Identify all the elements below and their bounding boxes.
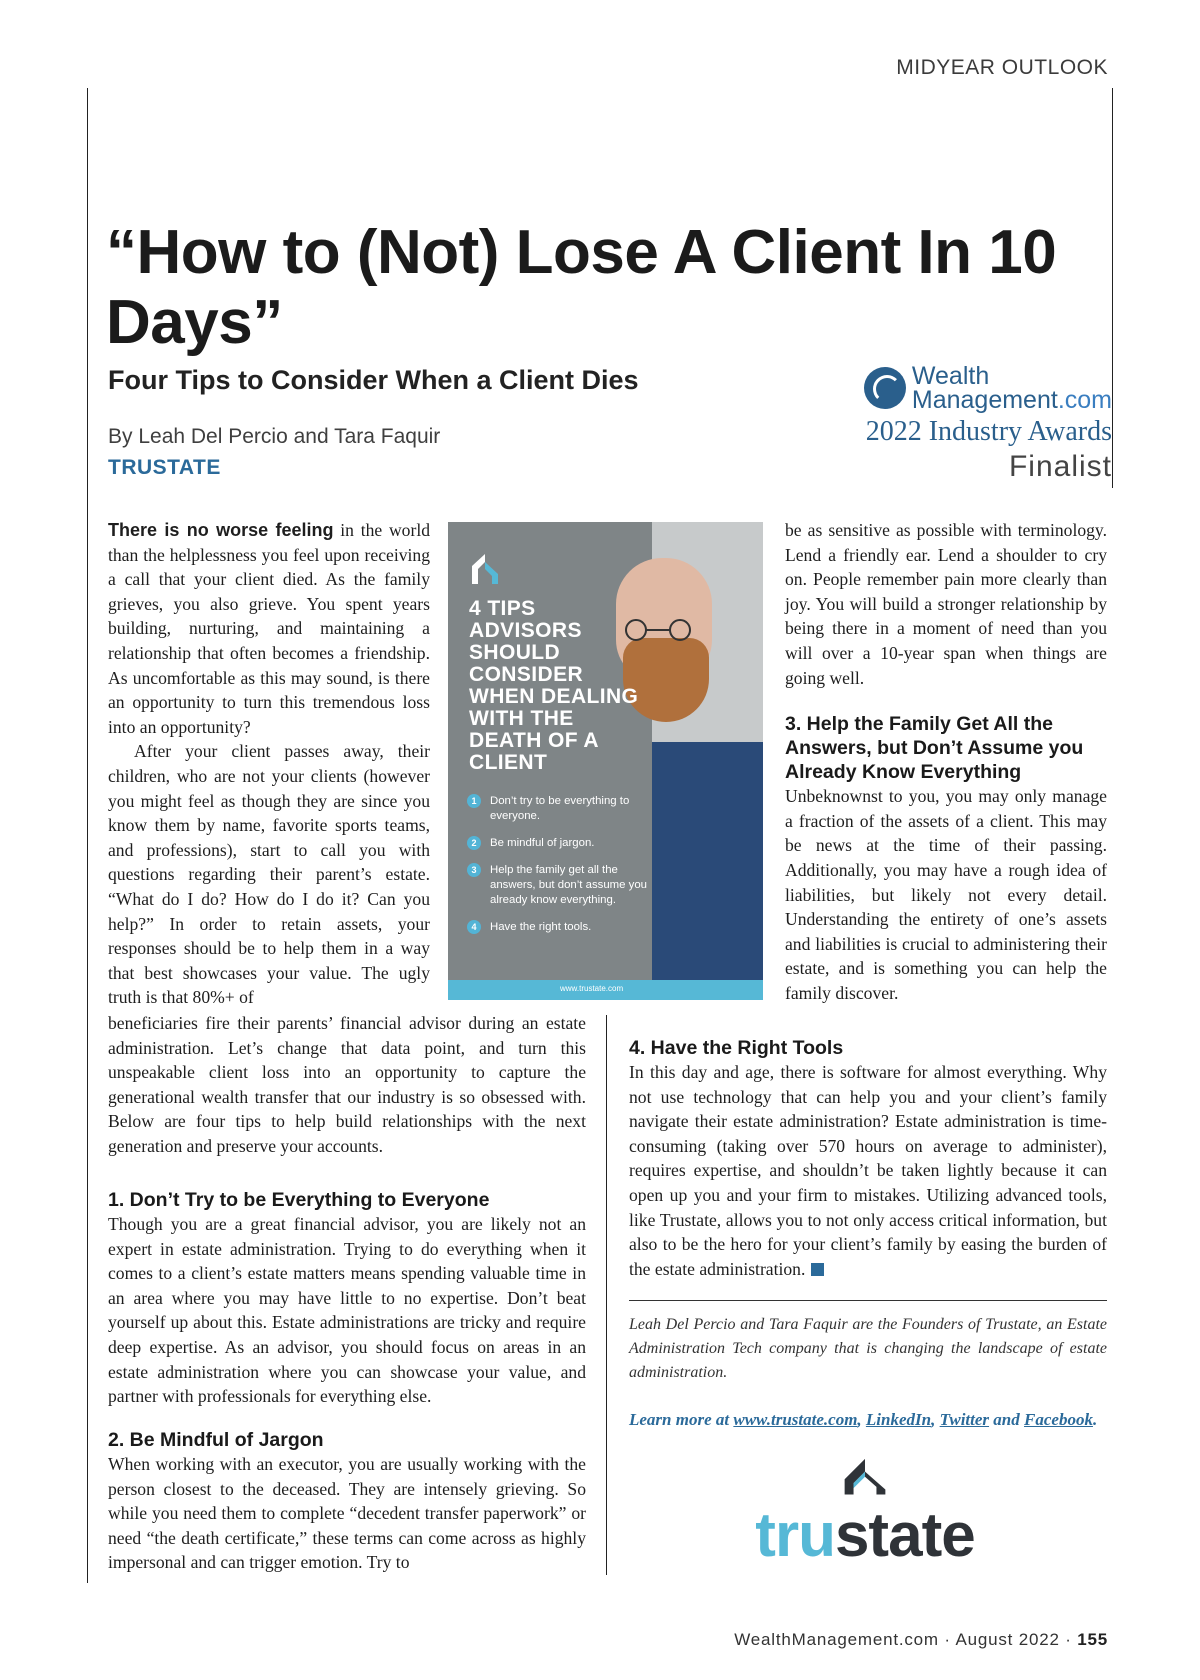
separator: , xyxy=(931,1410,940,1429)
award-brand-line1: Wealth xyxy=(911,362,990,390)
section-label: MIDYEAR OUTLOOK xyxy=(896,56,1108,79)
tip-text: Be mindful of jargon. xyxy=(490,837,595,849)
author-divider xyxy=(629,1300,1107,1301)
tip1-body: Though you are a great financial advisor, you are likely not an expert in estate administration. Trying to do everything when it comes to a client’s estate matters means spending valuable time in an area where you may have little to no expertise. Don’t beat yourself up about this. Estate administrations are tricky and require deep expertise. As an advisor, you should focus on areas in an estate administration where you can showcase your value, and partner with professionals for everything else. xyxy=(108,1214,586,1407)
promo-tips xyxy=(467,794,657,947)
promo-tip xyxy=(467,794,657,824)
page-number: 155 xyxy=(1077,1630,1108,1649)
award-badge xyxy=(840,364,1112,484)
tip4-body: In this day and age, there is software for almost everything. Why not use technology that can help you and your client’s family navigate their estate administration? Estate administration is time-consuming (taking over 570 hours on average to administer), requires expertise, and shouldn’t be taken lightly because it can open up you and your firm to mistakes. Utilizing advanced tools, like Trustate, allows you to not only access critical information, but also to be the hero for your client’s family by easing the burden of the estate administration. xyxy=(629,1062,1107,1279)
promo-title: 4 TIPS ADVISORS SHOULD CONSIDER WHEN DEALING WITH THE DEATH OF A CLIENT xyxy=(469,597,639,774)
award-brand-line2a: Management xyxy=(911,386,1058,414)
tip2-body: When working with an executor, you are usually working with the person closest to the deceased. They are intensely grieving. So while you need them to complete “decedent transfer paperwork” or need “the death certificate,” these terms can come across as highly impersonal and can trigger emotion. Try to xyxy=(108,1454,586,1573)
facebook-link[interactable]: Facebook xyxy=(1024,1410,1093,1429)
right-rule xyxy=(1112,88,1113,488)
author-note: Leah Del Percio and Tara Faquir are the Founders of Trustate, an Estate Administration Tech company that is changing the landscape of estate administration. xyxy=(629,1316,1107,1381)
tip-text: Have the right tools. xyxy=(490,921,592,933)
website-link[interactable]: www.trustate.com xyxy=(733,1410,858,1429)
linkedin-link[interactable]: LinkedIn xyxy=(865,1410,932,1429)
footer-publication: WealthManagement.com · August 2022 · xyxy=(734,1630,1078,1649)
twitter-link[interactable]: Twitter xyxy=(939,1410,990,1429)
promo-image xyxy=(448,522,763,1000)
award-brand-line2b: .com xyxy=(1057,386,1112,414)
promo-tip xyxy=(467,920,657,935)
end-mark-icon xyxy=(811,1263,824,1276)
right-column xyxy=(785,518,1107,1006)
tip-number: 2 xyxy=(467,836,481,850)
tip3-heading: 3. Help the Family Get All the Answers, but Don’t Assume you Already Know Everything xyxy=(785,713,1084,784)
tip-number: 1 xyxy=(467,794,481,808)
tip1-heading: 1. Don’t Try to be Everything to Everyone xyxy=(108,1189,490,1211)
organization: TRUSTATE xyxy=(108,456,221,479)
tip-number: 3 xyxy=(467,863,481,877)
intro-column-top xyxy=(108,518,430,1010)
intro-paragraph xyxy=(108,518,430,739)
promo-tip xyxy=(467,863,657,908)
byline: By Leah Del Percio and Tara Faquir xyxy=(108,425,441,448)
award-title: 2022 Industry Awards xyxy=(865,416,1112,447)
tip1-section xyxy=(108,1188,586,1409)
article-subtitle: Four Tips to Consider When a Client Dies xyxy=(108,365,639,395)
learn-more xyxy=(629,1410,1107,1430)
tip-text: Help the family get all the answers, but don’t assume you already know everything. xyxy=(490,864,648,906)
tip4-heading: 4. Have the Right Tools xyxy=(629,1037,844,1059)
article-title: “How to (Not) Lose A Client In 10 Days” xyxy=(106,218,1057,357)
globe-icon xyxy=(864,367,906,409)
wordmark-state: state xyxy=(834,1501,975,1570)
intro-text: in the world than the helplessness you feel upon receiving a call that your client died. As the family grieves, you also grieve. You spent years building, nurturing, and maintaining a relationship that often becomes a friendship. As uncomfortable as this may sound, is there an opportunity to turn this tremendous loss into an opportunity? xyxy=(108,520,430,737)
tip2-section xyxy=(108,1428,586,1575)
conjunction: and xyxy=(989,1410,1025,1429)
tip-text: Don’t try to be everything to everyone. xyxy=(490,795,630,822)
tip4-paragraph xyxy=(629,1060,1107,1281)
award-brand xyxy=(864,364,1112,412)
promo-url: www.trustate.com xyxy=(560,984,624,993)
separator: , xyxy=(857,1410,866,1429)
award-status: Finalist xyxy=(1008,450,1112,483)
paragraph-2b: beneficiaries fire their parents’ financial advisor during an estate administration. Let’s change that data point, and turn this unspeakable client loss into an opportunity to capture the generational wealth transfer that our industry is so obsessed with. Below are four tips to help build relationships with the next generation and preserve your accounts. xyxy=(108,1013,586,1156)
trustate-wordmark xyxy=(735,1500,995,1571)
page-footer xyxy=(734,1630,1108,1650)
trustate-mark-icon xyxy=(470,552,500,586)
award-brand-line2 xyxy=(912,388,1112,412)
column-rule xyxy=(606,1015,607,1575)
award-brand-text xyxy=(912,364,1112,412)
continued-paragraph: be as sensitive as possible with terminology. Lend a friendly ear. Lend a shoulder to cry on. People remember pain more clearly than joy. You will build a stronger relationship by being there in a moment of need than you will over a 10-year span when things are going well. xyxy=(785,520,1107,688)
paragraph-2a: After your client passes away, their children, who are not your clients (however you might feel as though they are since you know them by name, favorite sports teams, and professions), start to call you with questions regarding their parent’s estate. “What do I do? How do I do it? Can you help?” In order to retain assets, your responses should be to help them in a way that best showcases your value. The ugly truth is that 80%+ of xyxy=(108,741,430,1008)
tip2-heading: 2. Be Mindful of Jargon xyxy=(108,1429,324,1451)
photo-jacket xyxy=(652,742,763,980)
learn-more-prefix: Learn more at xyxy=(629,1410,734,1429)
wordmark-tru: tru xyxy=(755,1501,835,1570)
tip-number: 4 xyxy=(467,920,481,934)
lead-in: There is no worse feeling xyxy=(108,520,334,540)
left-rule xyxy=(87,88,88,1583)
tip4-section xyxy=(629,1036,1107,1281)
tip3-body: Unbeknownst to you, you may only manage a fraction of the assets of a client. This may be news at the time of their passing. Additionally, you may have a rough idea of liabilities, but likely not every detail. Understanding the entirety of one’s assets and liabilities is crucial to administering their estate, and is something you can help the family discover. xyxy=(785,786,1107,1003)
promo-tip xyxy=(467,836,657,851)
period: . xyxy=(1092,1410,1098,1429)
